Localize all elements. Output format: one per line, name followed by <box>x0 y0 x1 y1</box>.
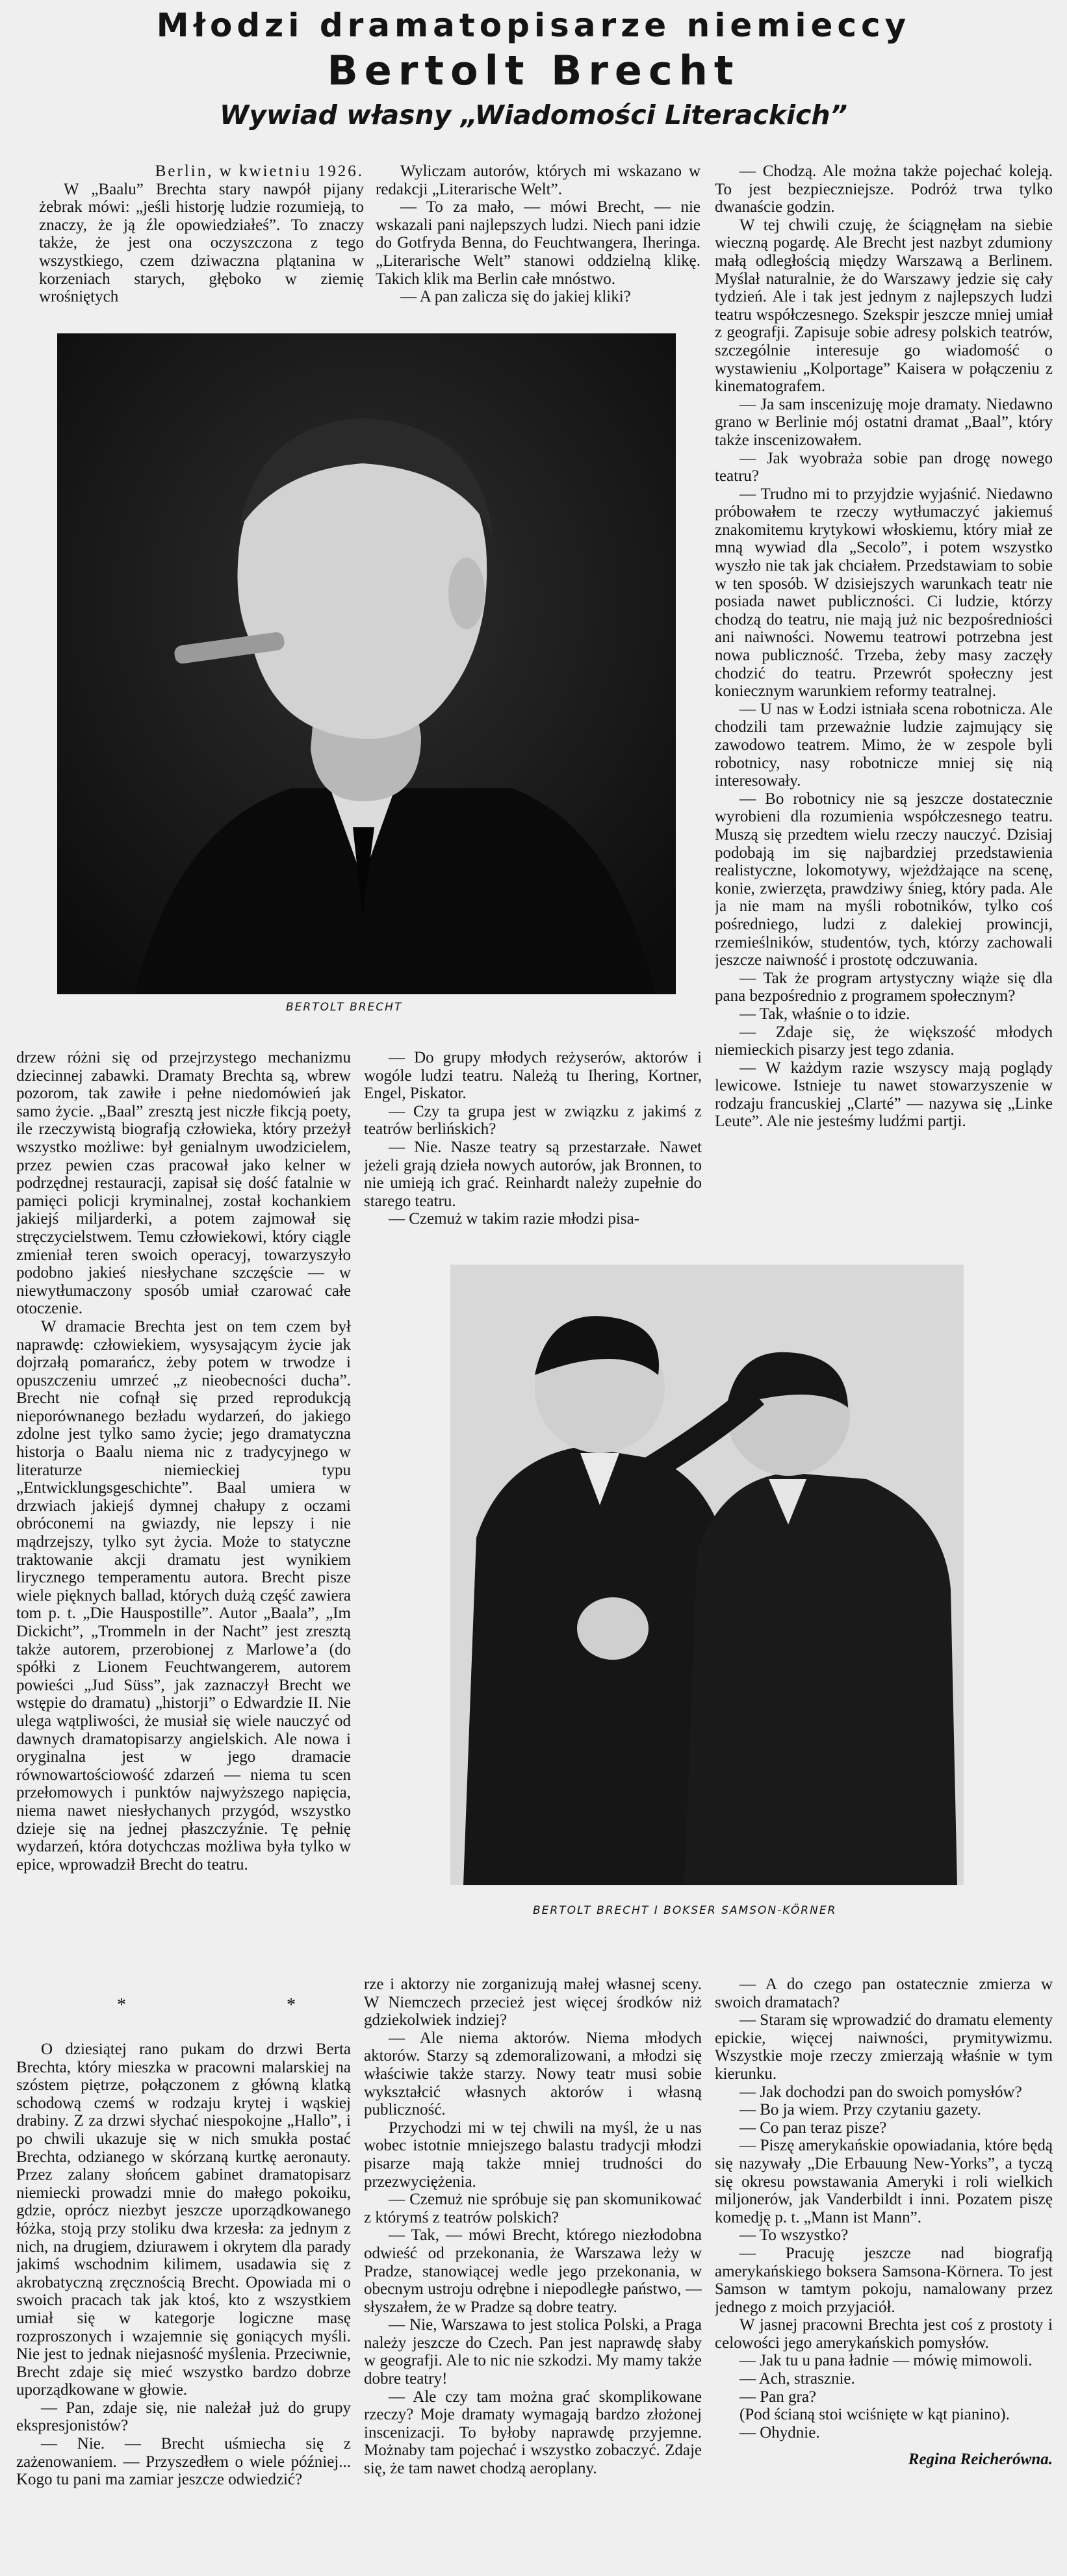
kicker-title: Młodzi dramatopisarze niemieccy <box>156 6 911 44</box>
paragraph: W jasnej pracowni Brechta jest coś z prostoty i celowości jego amerykańskich pomysłów. <box>715 2316 1053 2352</box>
paragraph: — Bo robotnicy nie są jeszcze dostatecznie wyrobieni dla rozumienia współczesnego teatru. Muszą się przedtem wielu rzeczy nauczyć. Dzisiaj podobają im się najbardziej przedstawienia realistyczne, lokomotywy, wjeżdżające na scenę, konie, zwierzęta, prawdziwy śnieg, który pada. Ale ja nie mam na myśli robotników, tylko coś pośredniego, ludzi z dalekiej prowincji, rzemieślników, studentów, tych, którzy zachowali jeszcze naiwność i prostotę odczuwania. <box>715 790 1053 970</box>
paragraph: — Jak dochodzi pan do swoich pomysłów? <box>739 2083 1022 2101</box>
paragraph: — To za mało, — mówi Brecht, — nie wskazali pani najlepszych ludzi. Niech pani idzie do Gotfryda Benna, do Feuchtwangera, Iheringa. „Literarische Welt” stanowi oddzielną klikę. Takich klik ma Berlin całe mnóstwo. <box>376 198 701 288</box>
portrait-photo <box>57 333 676 994</box>
paragraph: — Tak że program artystyczny wiąże się dla pana bezpośrednio z programem społecznym? <box>715 969 1053 1005</box>
paragraph: — Pracuję jeszcze nad biografją amerykańskiego boksera Samsona-Körnera. To jest Samson w tamtym pokoju, namalowany przez jednego z moich przyjaciół. <box>715 2244 1053 2316</box>
column-3-top <box>715 162 1053 1352</box>
column-2-middle <box>364 1049 702 1237</box>
paragraph: — Bo ja wiem. Przy czytaniu gazety. <box>739 2101 981 2119</box>
paragraph: — Ach, strasznie. <box>739 2370 855 2388</box>
column-2-bottom <box>364 1976 702 2573</box>
article-header <box>0 5 1067 133</box>
paragraph: rze i aktorzy nie zorganizują małej własnej sceny. W Niemczech przecież jest więcej środków niż gdziekolwiek indziej? <box>364 1976 702 2029</box>
paragraph: — A do czego pan ostatecznie zmierza w swoich dramatach? <box>715 1976 1053 2011</box>
column-3-bottom <box>715 1976 1053 2573</box>
photo2-caption: BERTOLT BRECHT I BOKSER SAMSON-KÖRNER <box>533 1904 837 1917</box>
main-title: Bertolt Brecht <box>327 47 740 94</box>
paragraph: — Do grupy młodych reżyserów, aktorów i wogóle ludzi teatru. Należą tu Ihering, Kortner, Engel, Piskator. <box>364 1049 702 1103</box>
paragraph: — Tak, właśnie o to idzie. <box>739 1005 910 1023</box>
portrait-illustration <box>57 333 676 994</box>
paragraph: — Trudno mi to przyjdzie wyjaśnić. Niedawno próbowałem te rzeczy wytłumaczyć jakiemuś znakomitemu krytykowi włoskiemu, który miał ze mną wywiad dla „Secolo”, i potem wszystko wyszło nie tak jak chciałem. Przedstawiam to sobie w ten sposób. W dzisiejszych warunkach teatr nie posiada nawet publiczności. Ci ludzie, którzy chodzą do teatru, nie mają już nic bezpośredniości ani naiwności. Nowemu teatrowi potrzebna jest nowa publiczność. Trzeba, żeby masy zaczęły chodzić do teatru. Przewrót społeczny jest koniecznym warunkiem reformy teatralnej. <box>715 485 1053 701</box>
two-men-illustration <box>450 1265 964 1885</box>
paragraph: — Czemuż w takim razie młodzi pisa- <box>389 1210 639 1228</box>
paragraph: — Nie, Warszawa to jest stolica Polski, a Praga należy jeszcze do Czech. Pan jest naprawdę słaby w geografji. Ale to nic nie szkodzi. My mamy także dobre teatry! <box>364 2316 702 2388</box>
paragraph: — Co pan teraz pisze? <box>739 2119 887 2137</box>
author-signature: Regina Reicherówna. <box>908 2451 1053 2469</box>
paragraph: — Piszę amerykańskie opowiadania, które będą się nazywały „Die Erbauung New-Yorks”, a tyczą się okresu powstawania Ameryki i roli wielkich miljonerów, jak Vanderbildt i inni. Pozatem piszę komedję p. t. „Mann ist Mann”. <box>715 2137 1053 2226</box>
paragraph: — Tak, — mówi Brecht, którego niezłodobna odwieść od przekonania, że Warszawa leży w Pradze, stanowiącej wedle jego przekonania, w obecnym ustroju odrębne i niepodległe państwo, — słyszałem, że w Pradze są dobre teatry. <box>364 2226 702 2316</box>
paragraph: — Pan, zdaje się, nie należał już do grupy ekspresjonistów? <box>16 2399 351 2435</box>
paragraph: — U nas w Łodzi istniała scena robotnicza. Ale chodzili tam przeważnie ludzie zajmujący się zawodowo teatrem. Mimo, że w zespole byli robotnicy, nasy robotnicze mniej się nią interesowały. <box>715 700 1053 790</box>
paragraph: W „Baalu” Brechta stary nawpół pijany żebrak mówi: „jeśli historję ludzie rozumieją, to znaczy, że ją źle opowiedziałeś”. To znaczy także, że jest ona oczyszczona z tego wszystkiego, czem dziwaczna plątanina w korzeniach starych, głęboko w ziemię wrośniętych <box>39 180 364 306</box>
paragraph: drzew różni się od przejrzystego mechanizmu dziecinnej zabawki. Dramaty Brechta są, wbrew pozorom, tak zawiłe i pełne niedomówień jak samo życie. „Baal” zresztą jest niczłe fikcją poety, ile rzeczywistą biografją człowieka, który przeżył wszystko możliwe: był genialnym uwodzicielem, przez pewien czas pracował jako kelner w podrzędnej restauracji, zapisał się dość fatalnie w pamięci policji kryminalnej, został kochankiem jakiejś miljarderki, a potem zajmował się stręczycielstwem. Temu człowiekowi, który ciągle zmieniał teren swoich operacyj, towarzyszyło podobno jakieś niesłychane szczęście — w niewytłumaczony sposób umiał czarować całe otoczenie. <box>16 1049 351 1318</box>
paragraph: — Zdaje się, że większość młodych niemieckich pisarzy jest tego zdania. <box>715 1023 1053 1059</box>
paragraph: — Nie. Nasze teatry są przestarzałe. Nawet jeżeli grają dzieła nowych autorów, jak Bronnen, to nie umieją ich grać. Reinhardt należy zupełnie do starego teatru. <box>364 1138 702 1210</box>
paragraph: — W każdym razie wszyscy mają poglądy lewicowe. Istnieje tu nawet stowarzyszenie w rodzaju francuskiej „Clarté” — nazywa się „Linke Leute”. Ale nie jesteśmy ludźmi partji. <box>715 1059 1053 1131</box>
paragraph: W dramacie Brechta jest on tem czem był naprawdę: człowiekiem, wysysającym życie jak dojrzałą pomarańcz, żeby potem w trwodze i opuszczeniu umrzeć „z nieobecności ducha”. Brecht nie cofnął się przed reprodukcją nieporównanego bezładu wydarzeń, do jakiego zdolne jest tylko samo życie; jego dramatyczna historja o Baalu niema nic z tradycyjnego w literaturze niemieckiej typu „Entwicklungsgeschichte”. Baal umiera w drzwiach jakiejś dymnej chałupy z oczami obróconemi na gwiazdy, nie lepszy i nie mądrzejszy, tylko syt życia. Może to statyczne traktowanie akcji dramatu jest wynikiem lirycznego temperamentu autora. Brecht pisze wiele pięknych ballad, których dużą część zawiera tom p. t. „Die Hauspostille”. Autor „Baala”, „Im Dickicht”, „Trommeln in der Nacht” jest zresztą także autorem, przerobionej z Marlowe’a (do spółki z Lionem Feuchtwangerem, autorem powieści „Jud Süss”, jak zaznaczył Brecht we wstępie do dramatu) „historji” o Edwardzie II. Nie ulega wątpliwości, że musiał się wiele nauczyć od dawnych dramatopisarzy angielskich. Ale nowa i oryginalna jest w jego dramacie równowartościowość zdarzeń — niema tu scen przełomowych i punktów najwyższego napięcia, niema nawet niesłychanych przygód, wszystko dzieje się na jednej płaszczyźnie. Tę pełnię wydarzeń, która dotychczas możliwa była tylko w epice, wprowadził Brecht do teatru. <box>16 1317 351 1874</box>
section-separator: * * <box>117 1995 374 2015</box>
column-1-top <box>39 162 364 312</box>
paragraph: Przychodzi mi w tej chwili na myśl, że u nas wobec istotnie mniejszego balastu tradycji młodzi pisarze mają także mniej trudności do przezwyciężenia. <box>364 2119 702 2191</box>
paragraph: — Ohydnie. <box>739 2423 820 2441</box>
paragraph: (Pod ścianą stoi wciśnięte w kąt pianino). <box>739 2406 1010 2424</box>
paragraph: — A pan zalicza się do jakiej kliki? <box>400 288 631 306</box>
column-1-middle <box>16 1049 351 1959</box>
paragraph: O dziesiątej rano pukam do drzwi Berta Brechta, który mieszka w pracowni malarskiej na szóstem piętrze, połączonem z główną klatką schodową czemś w rodzaju krytej i wąskiej drabiny. Z za drzwi słychać niespokojne „Hallo”, i po chwili ukazuje się w nich smukła postać Brechta, odzianego w skórzaną kurtkę aeronauty. Przez zalany słońcem gabinet dramatopisarz niemiecki prowadzi mnie do małego pokoiku, gdzie, oprócz niezbyt jeszcze uporządkowanego łóżka, stoją przy stoliku dwa krzesła: za jednym z nich, na drugiem, dziurawem i okrytem dla parady jakimś wschodnim kilimem, usadawia się z akrobatyczną zręcznością Brecht. Opowiada mi o swoich pracach tak jak ktoś, kto z wszystkiem umiał się w kategorje logiczne masę rozproszonych i wzajemnie się goniących myśli. Nie jest to jednak niejasność myślenia. Przeciwnie, Brecht zdaje się mieć wszystko bardzo dobrze uporządkowane w głowie. <box>16 2041 351 2399</box>
paragraph: — Ale czy tam można grać skomplikowane rzeczy? Moje dramaty wymagają bardzo złożonej inscenizacji. To byłoby naprawdę przyjemne. Możnaby tam pojechać i wszystko zobaczyć. Zdaje się, że tam nawet chodzą aeroplany. <box>364 2388 702 2478</box>
paragraph: — Staram się wprowadzić do dramatu elementy epickie, więcej naiwności, prymitywizmu. Wszystkie moje rzeczy zmierzają właśnie w tym kierunku. <box>715 2011 1053 2083</box>
dateline: Berlin, w kwietniu 1926. <box>155 162 364 180</box>
paragraph: — Czemuż nie spróbuje się pan skomunikować z którymś z teatrów polskich? <box>364 2191 702 2226</box>
brecht-boxer-photo <box>450 1265 964 1885</box>
paragraph: — Chodzą. Ale można także pojechać koleją. To jest bezpieczniejsze. Podróż trwa tylko dwanaście godzin. <box>715 162 1053 216</box>
photo1-caption: BERTOLT BRECHT <box>286 1001 403 1014</box>
paragraph: — Jak tu u pana ładnie — mówię mimowoli. <box>739 2352 1033 2370</box>
subtitle: Wywiad własny „Wiadomości Literackich” <box>220 99 847 131</box>
column-2-top <box>376 162 701 312</box>
paragraph: — Ja sam inscenizuję moje dramaty. Niedawno grano w Berlinie mój ostatni dramat „Baal”, który także inscenizowałem. <box>715 395 1053 449</box>
paragraph: — Nie. — Brecht uśmiecha się z zażenowaniem. — Przyszedłem o wiele później... Kogo tu pani ma zamiar jeszcze odwiedzić? <box>16 2435 351 2489</box>
paragraph: Wyliczam autorów, których mi wskazano w redakcji „Literarische Welt”. <box>376 162 701 198</box>
paragraph: — Ale niema aktorów. Niema młodych aktorów. Starzy są zdemoralizowani, a młodzi się właściwie także starzy. Nowy teatr musi sobie wykształcić własnych aktorów i własną publiczność. <box>364 2029 702 2119</box>
paragraph: — Pan gra? <box>739 2388 817 2406</box>
paragraph: W tej chwili czuję, że ściągnęłam na siebie wieczną pogardę. Ale Brecht jest nazbyt zdumiony małą odległością między Warszawą a Berlinem. Myślał naturalnie, że do Warszawy jedzie się cały tydzień. Ale i tak jest jednym z najlepszych ludzi teatru współczesnego. Szekspir jeszcze mniej umiał z geografji. Zapisuje sobie adresy polskich teatrów, szczególnie interesuje go wiadomość o wystawieniu „Kolportage” Kaisera w połączeniu z kinematografem. <box>715 216 1053 396</box>
paragraph: — Jak wyobraża sobie pan drogę nowego teatru? <box>715 449 1053 485</box>
paragraph: — To wszystko? <box>739 2226 849 2245</box>
column-1-bottom <box>16 2041 351 2573</box>
paragraph: — Czy ta grupa jest w związku z jakimś z teatrów berlińskich? <box>364 1102 702 1139</box>
